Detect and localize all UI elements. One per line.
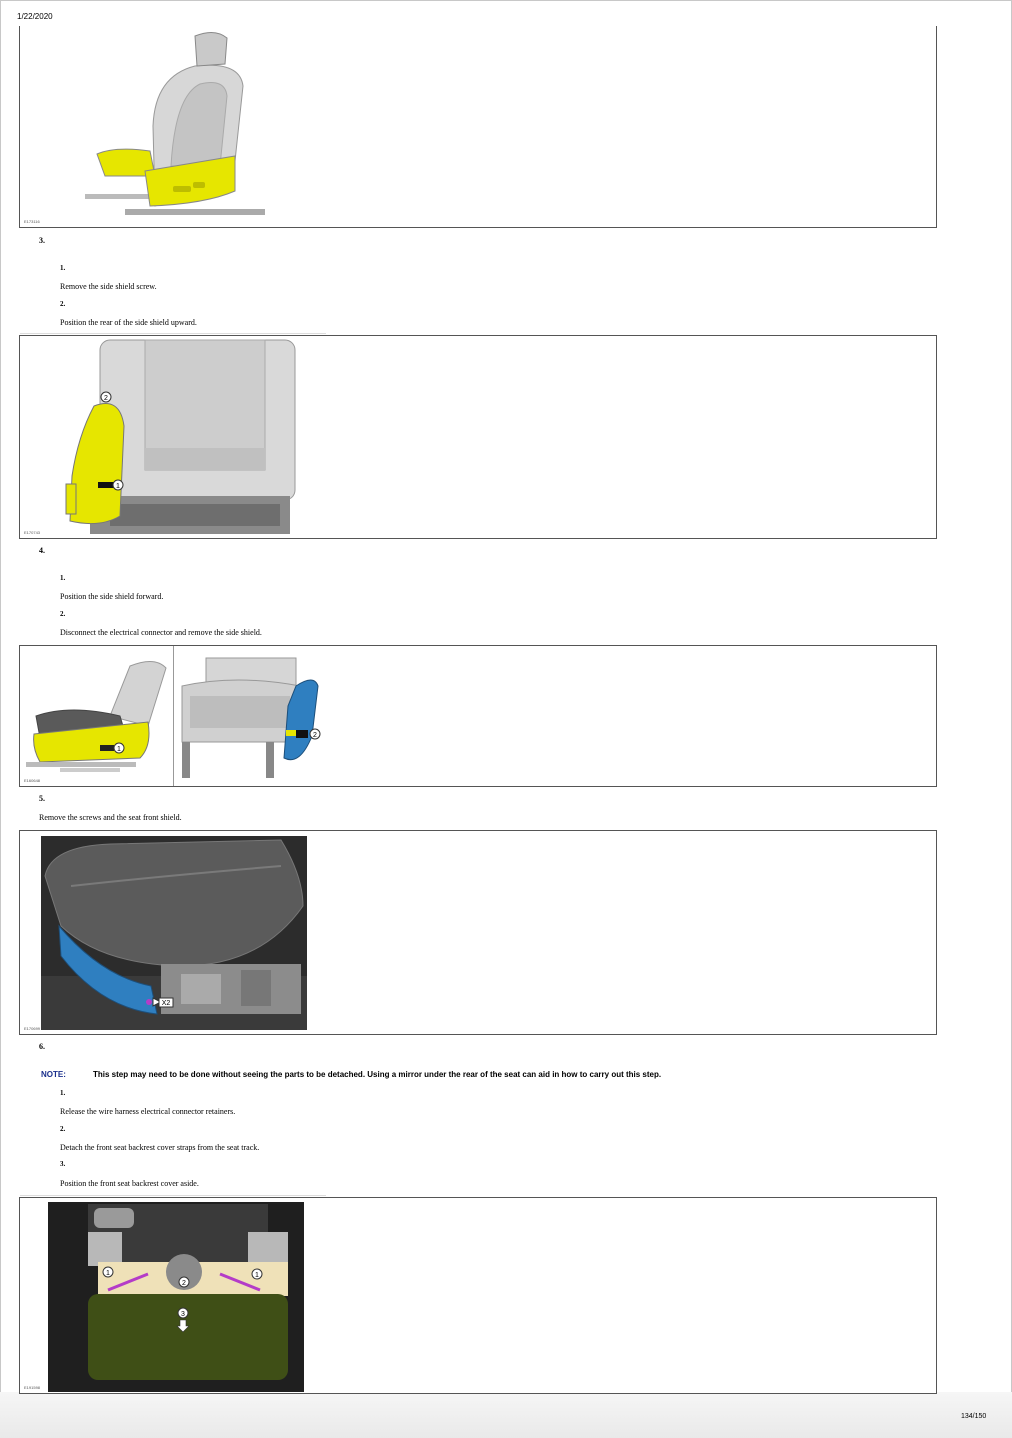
figure-front-shield — [19, 830, 937, 1035]
substep-text: Position the rear of the side shield upward. — [60, 318, 197, 327]
figure-panel-divider — [173, 646, 174, 786]
substep-number: 1. — [60, 574, 66, 582]
figure-code: E160648 — [24, 778, 41, 783]
step-number: 5. — [39, 794, 45, 803]
seat-overview-illustration — [75, 26, 275, 226]
callout-3: 3 — [181, 1311, 185, 1318]
substep-text: Remove the side shield screw. — [60, 282, 157, 291]
connector-disconnect-illustration — [176, 646, 326, 784]
figure-code: E173116 — [24, 219, 40, 224]
footer-band — [0, 1392, 1012, 1438]
substep-number: 2. — [60, 610, 66, 618]
side-shield-forward-illustration — [20, 646, 170, 784]
note-text: This step may need to be done without seeing the parts to be detached. Using a mirror under the rear of the seat can aid in how to carry out this step. — [93, 1070, 662, 1079]
figure-seat-overview — [19, 26, 937, 228]
callout-1: 1 — [106, 1270, 110, 1277]
callout-2: 2 — [182, 1280, 186, 1287]
print-date: 1/22/2020 — [17, 12, 53, 21]
step-number: 4. — [39, 546, 45, 555]
substep-number: 2. — [60, 300, 66, 308]
figure-code: E170743 — [24, 530, 41, 535]
substep-number: 3. — [60, 1160, 66, 1168]
callout-1: 1 — [116, 483, 120, 490]
substep-number: 1. — [60, 1089, 66, 1097]
substep-number: 2. — [60, 1125, 66, 1133]
figure-side-shield-removal — [19, 645, 937, 787]
callout-2: 2 — [313, 732, 317, 739]
figure-side-shield-screw — [19, 335, 937, 539]
divider — [20, 333, 326, 334]
figure-code: E170699 — [24, 1026, 41, 1031]
front-shield-photo — [41, 836, 307, 1030]
note-label: NOTE: — [41, 1070, 66, 1079]
divider — [20, 1195, 326, 1196]
figure-backrest-cover — [19, 1197, 937, 1394]
callout-1: 1 — [255, 1272, 259, 1279]
callout-x2: X2 — [161, 1000, 171, 1007]
backrest-cover-photo — [48, 1202, 304, 1392]
substep-text: Position the side shield forward. — [60, 592, 164, 601]
side-shield-illustration — [60, 336, 320, 536]
step-number: 3. — [39, 236, 45, 245]
step-text: Remove the screws and the seat front shield. — [39, 813, 182, 822]
substep-text: Disconnect the electrical connector and remove the side shield. — [60, 628, 262, 637]
substep-text: Release the wire harness electrical connector retainers. — [60, 1107, 236, 1116]
page-number: 134/150 — [961, 1413, 987, 1420]
figure-code: E191598 — [24, 1385, 41, 1390]
substep-text: Detach the front seat backrest cover straps from the seat track. — [60, 1143, 260, 1152]
substep-text: Position the front seat backrest cover aside. — [60, 1179, 199, 1188]
callout-1: 1 — [117, 746, 121, 753]
step-number: 6. — [39, 1042, 45, 1051]
substep-number: 1. — [60, 264, 66, 272]
callout-2: 2 — [104, 395, 108, 402]
